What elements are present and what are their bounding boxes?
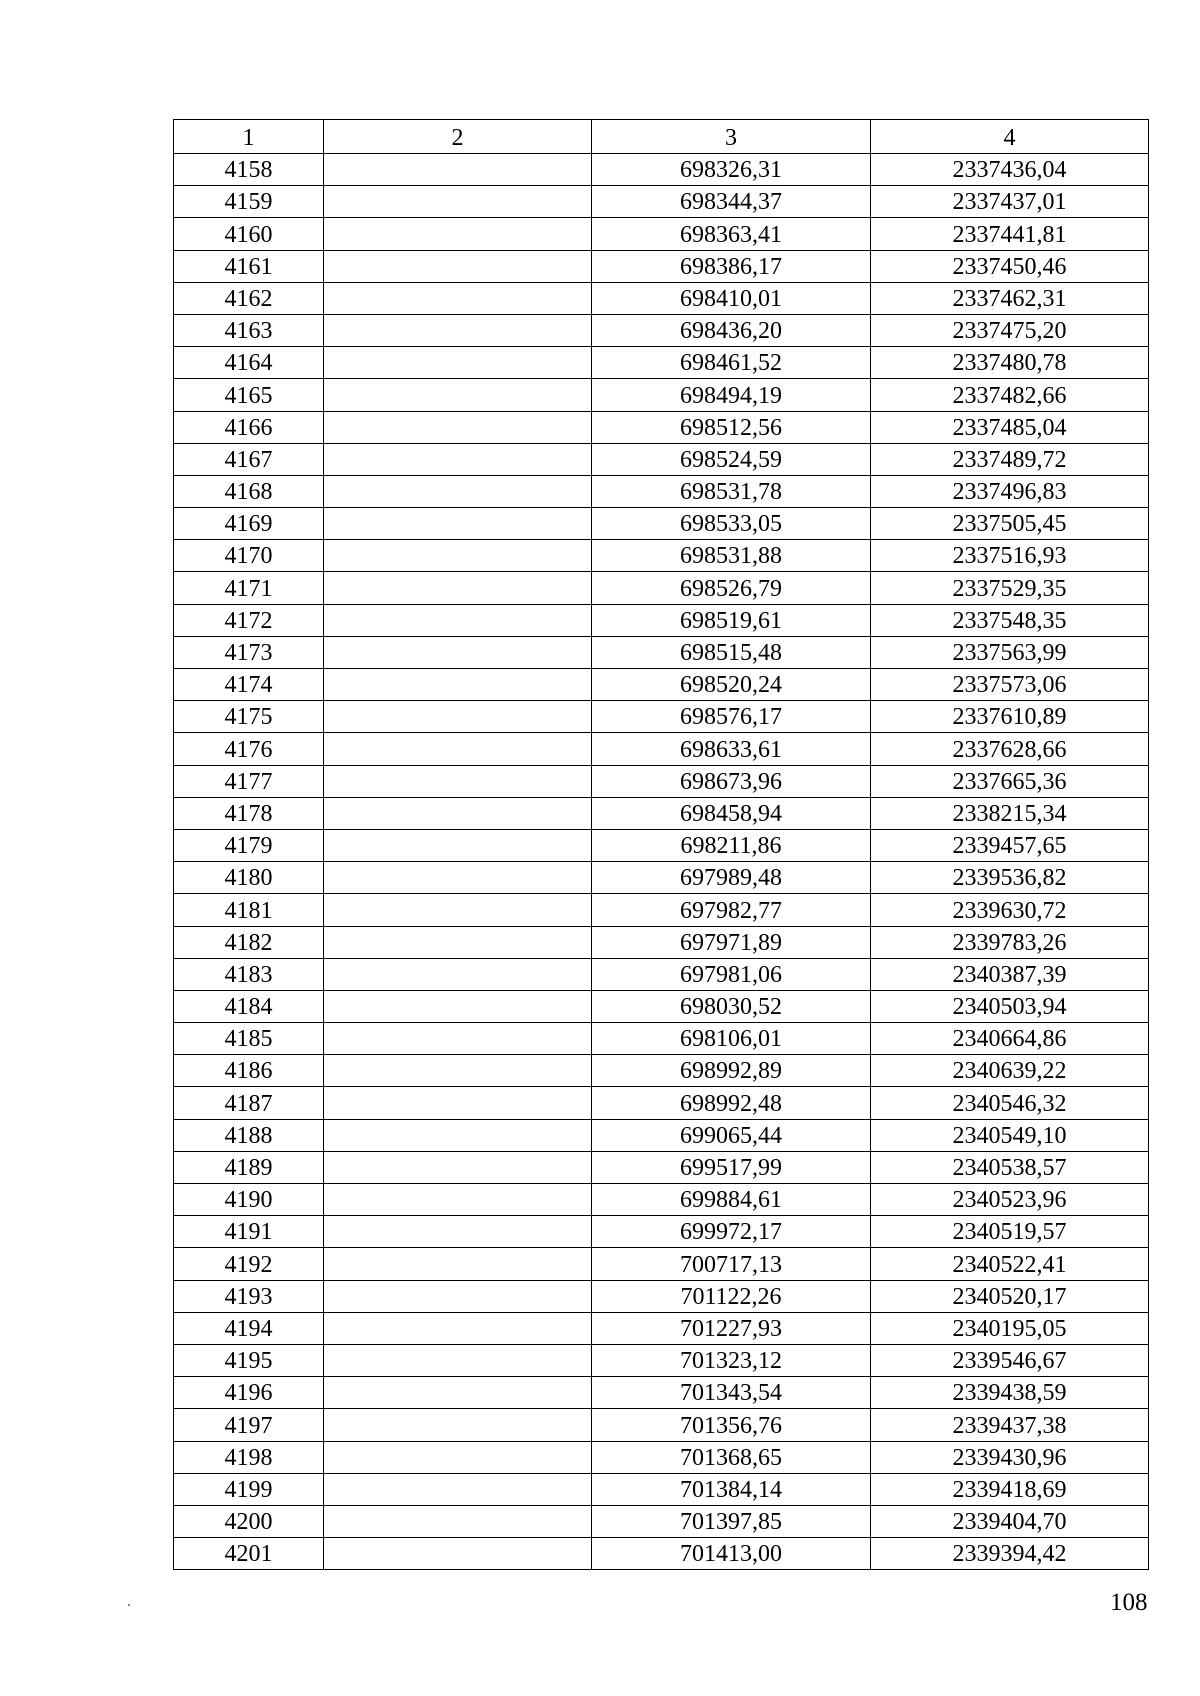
empty-cell [324, 1377, 592, 1409]
table-row [174, 926, 1149, 958]
point-number-cell: 4161 [174, 250, 324, 282]
x-coordinate-cell: 697971,89 [592, 926, 871, 958]
empty-cell [324, 829, 592, 861]
table-row [174, 1248, 1149, 1280]
table-row [174, 1377, 1149, 1409]
point-number-cell: 4179 [174, 829, 324, 861]
y-coordinate-cell: 2340639,22 [871, 1055, 1149, 1087]
empty-cell [324, 765, 592, 797]
empty-cell [324, 1055, 592, 1087]
x-coordinate-cell: 698992,89 [592, 1055, 871, 1087]
x-coordinate-cell: 701122,26 [592, 1280, 871, 1312]
y-coordinate-cell: 2340387,39 [871, 958, 1149, 990]
y-coordinate-cell: 2337462,31 [871, 282, 1149, 314]
table-row [174, 314, 1149, 346]
point-number-cell: 4194 [174, 1312, 324, 1344]
table-row [174, 443, 1149, 475]
table-row [174, 282, 1149, 314]
point-number-cell: 4174 [174, 669, 324, 701]
point-number-cell: 4176 [174, 733, 324, 765]
y-coordinate-cell: 2337437,01 [871, 186, 1149, 218]
column-header: 4 [871, 120, 1149, 154]
table-row [174, 186, 1149, 218]
y-coordinate-cell: 2337475,20 [871, 314, 1149, 346]
x-coordinate-cell: 701356,76 [592, 1409, 871, 1441]
empty-cell [324, 894, 592, 926]
empty-cell [324, 1538, 592, 1570]
empty-cell [324, 1473, 592, 1505]
x-coordinate-cell: 699972,17 [592, 1216, 871, 1248]
y-coordinate-cell: 2338215,34 [871, 797, 1149, 829]
x-coordinate-cell: 698386,17 [592, 250, 871, 282]
y-coordinate-cell: 2340523,96 [871, 1184, 1149, 1216]
y-coordinate-cell: 2337450,46 [871, 250, 1149, 282]
x-coordinate-cell: 698515,48 [592, 636, 871, 668]
point-number-cell: 4164 [174, 347, 324, 379]
empty-cell [324, 1409, 592, 1441]
table-row [174, 218, 1149, 250]
x-coordinate-cell: 698533,05 [592, 508, 871, 540]
point-number-cell: 4168 [174, 475, 324, 507]
y-coordinate-cell: 2337485,04 [871, 411, 1149, 443]
column-header: 3 [592, 120, 871, 154]
empty-cell [324, 443, 592, 475]
point-number-cell: 4196 [174, 1377, 324, 1409]
point-number-cell: 4162 [174, 282, 324, 314]
table-row [174, 1119, 1149, 1151]
x-coordinate-cell: 701227,93 [592, 1312, 871, 1344]
point-number-cell: 4185 [174, 1023, 324, 1055]
point-number-cell: 4180 [174, 862, 324, 894]
point-number-cell: 4165 [174, 379, 324, 411]
x-coordinate-cell: 698494,19 [592, 379, 871, 411]
y-coordinate-cell: 2340546,32 [871, 1087, 1149, 1119]
y-coordinate-cell: 2340520,17 [871, 1280, 1149, 1312]
y-coordinate-cell: 2339536,82 [871, 862, 1149, 894]
empty-cell [324, 347, 592, 379]
table-row [174, 347, 1149, 379]
x-coordinate-cell: 698519,61 [592, 604, 871, 636]
y-coordinate-cell: 2337505,45 [871, 508, 1149, 540]
table-row [174, 1184, 1149, 1216]
y-coordinate-cell: 2339437,38 [871, 1409, 1149, 1441]
table-row [174, 475, 1149, 507]
x-coordinate-cell: 701343,54 [592, 1377, 871, 1409]
empty-cell [324, 1441, 592, 1473]
x-coordinate-cell: 698633,61 [592, 733, 871, 765]
x-coordinate-cell: 698526,79 [592, 572, 871, 604]
point-number-cell: 4200 [174, 1505, 324, 1537]
y-coordinate-cell: 2340519,57 [871, 1216, 1149, 1248]
x-coordinate-cell: 698410,01 [592, 282, 871, 314]
empty-cell [324, 475, 592, 507]
point-number-cell: 4160 [174, 218, 324, 250]
x-coordinate-cell: 700717,13 [592, 1248, 871, 1280]
empty-cell [324, 508, 592, 540]
table-row [174, 250, 1149, 282]
y-coordinate-cell: 2340664,86 [871, 1023, 1149, 1055]
x-coordinate-cell: 701384,14 [592, 1473, 871, 1505]
empty-cell [324, 379, 592, 411]
table-row [174, 958, 1149, 990]
point-number-cell: 4193 [174, 1280, 324, 1312]
empty-cell [324, 186, 592, 218]
point-number-cell: 4169 [174, 508, 324, 540]
point-number-cell: 4178 [174, 797, 324, 829]
table-header-row [174, 120, 1149, 154]
x-coordinate-cell: 698344,37 [592, 186, 871, 218]
point-number-cell: 4166 [174, 411, 324, 443]
y-coordinate-cell: 2339418,69 [871, 1473, 1149, 1505]
coordinates-table [173, 119, 1149, 1570]
point-number-cell: 4159 [174, 186, 324, 218]
empty-cell [324, 1023, 592, 1055]
table-row [174, 379, 1149, 411]
table-row [174, 1151, 1149, 1183]
empty-cell [324, 1312, 592, 1344]
y-coordinate-cell: 2339394,42 [871, 1538, 1149, 1570]
y-coordinate-cell: 2337548,35 [871, 604, 1149, 636]
empty-cell [324, 604, 592, 636]
coordinates-table-container [173, 119, 1148, 1570]
y-coordinate-cell: 2337516,93 [871, 540, 1149, 572]
point-number-cell: 4191 [174, 1216, 324, 1248]
empty-cell [324, 990, 592, 1022]
empty-cell [324, 1280, 592, 1312]
y-coordinate-cell: 2337529,35 [871, 572, 1149, 604]
y-coordinate-cell: 2337489,72 [871, 443, 1149, 475]
y-coordinate-cell: 2337436,04 [871, 154, 1149, 186]
point-number-cell: 4177 [174, 765, 324, 797]
empty-cell [324, 1505, 592, 1537]
point-number-cell: 4192 [174, 1248, 324, 1280]
table-row [174, 508, 1149, 540]
empty-cell [324, 797, 592, 829]
point-number-cell: 4187 [174, 1087, 324, 1119]
empty-cell [324, 282, 592, 314]
table-row [174, 1023, 1149, 1055]
y-coordinate-cell: 2339457,65 [871, 829, 1149, 861]
empty-cell [324, 154, 592, 186]
empty-cell [324, 411, 592, 443]
y-coordinate-cell: 2337480,78 [871, 347, 1149, 379]
table-row [174, 1473, 1149, 1505]
column-header: 2 [324, 120, 592, 154]
table-row [174, 540, 1149, 572]
point-number-cell: 4184 [174, 990, 324, 1022]
y-coordinate-cell: 2337441,81 [871, 218, 1149, 250]
empty-cell [324, 926, 592, 958]
table-row [174, 990, 1149, 1022]
page-number: 108 [1110, 1589, 1148, 1616]
table-row [174, 669, 1149, 701]
point-number-cell: 4199 [174, 1473, 324, 1505]
x-coordinate-cell: 698211,86 [592, 829, 871, 861]
y-coordinate-cell: 2340503,94 [871, 990, 1149, 1022]
table-row [174, 1216, 1149, 1248]
table-row [174, 797, 1149, 829]
table-row [174, 1409, 1149, 1441]
y-coordinate-cell: 2337482,66 [871, 379, 1149, 411]
point-number-cell: 4158 [174, 154, 324, 186]
empty-cell [324, 1216, 592, 1248]
y-coordinate-cell: 2340195,05 [871, 1312, 1149, 1344]
table-row [174, 1087, 1149, 1119]
column-header: 1 [174, 120, 324, 154]
empty-cell [324, 1344, 592, 1376]
y-coordinate-cell: 2340522,41 [871, 1248, 1149, 1280]
y-coordinate-cell: 2340538,57 [871, 1151, 1149, 1183]
x-coordinate-cell: 698992,48 [592, 1087, 871, 1119]
empty-cell [324, 862, 592, 894]
empty-cell [324, 1087, 592, 1119]
point-number-cell: 4172 [174, 604, 324, 636]
x-coordinate-cell: 701368,65 [592, 1441, 871, 1473]
point-number-cell: 4190 [174, 1184, 324, 1216]
x-coordinate-cell: 698106,01 [592, 1023, 871, 1055]
point-number-cell: 4195 [174, 1344, 324, 1376]
empty-cell [324, 1119, 592, 1151]
table-row [174, 1441, 1149, 1473]
x-coordinate-cell: 701413,00 [592, 1538, 871, 1570]
table-row [174, 572, 1149, 604]
table-row [174, 411, 1149, 443]
empty-cell [324, 958, 592, 990]
y-coordinate-cell: 2337665,36 [871, 765, 1149, 797]
empty-cell [324, 669, 592, 701]
table-body [174, 120, 1149, 1570]
y-coordinate-cell: 2340549,10 [871, 1119, 1149, 1151]
table-row [174, 636, 1149, 668]
x-coordinate-cell: 698030,52 [592, 990, 871, 1022]
x-coordinate-cell: 697989,48 [592, 862, 871, 894]
empty-cell [324, 636, 592, 668]
point-number-cell: 4175 [174, 701, 324, 733]
table-row [174, 1055, 1149, 1087]
x-coordinate-cell: 698531,88 [592, 540, 871, 572]
table-row [174, 894, 1149, 926]
x-coordinate-cell: 698524,59 [592, 443, 871, 475]
empty-cell [324, 572, 592, 604]
x-coordinate-cell: 701397,85 [592, 1505, 871, 1537]
x-coordinate-cell: 698363,41 [592, 218, 871, 250]
empty-cell [324, 540, 592, 572]
table-row [174, 1344, 1149, 1376]
point-number-cell: 4188 [174, 1119, 324, 1151]
y-coordinate-cell: 2337573,06 [871, 669, 1149, 701]
x-coordinate-cell: 697981,06 [592, 958, 871, 990]
x-coordinate-cell: 701323,12 [592, 1344, 871, 1376]
point-number-cell: 4201 [174, 1538, 324, 1570]
scan-speck [128, 1604, 130, 1606]
table-row [174, 1538, 1149, 1570]
empty-cell [324, 314, 592, 346]
y-coordinate-cell: 2339430,96 [871, 1441, 1149, 1473]
y-coordinate-cell: 2339783,26 [871, 926, 1149, 958]
table-row [174, 1280, 1149, 1312]
empty-cell [324, 1184, 592, 1216]
point-number-cell: 4182 [174, 926, 324, 958]
point-number-cell: 4198 [174, 1441, 324, 1473]
empty-cell [324, 250, 592, 282]
point-number-cell: 4171 [174, 572, 324, 604]
x-coordinate-cell: 698512,56 [592, 411, 871, 443]
x-coordinate-cell: 698458,94 [592, 797, 871, 829]
point-number-cell: 4173 [174, 636, 324, 668]
table-row [174, 1505, 1149, 1537]
table-row [174, 701, 1149, 733]
x-coordinate-cell: 698520,24 [592, 669, 871, 701]
x-coordinate-cell: 699884,61 [592, 1184, 871, 1216]
y-coordinate-cell: 2337496,83 [871, 475, 1149, 507]
table-row [174, 862, 1149, 894]
y-coordinate-cell: 2337563,99 [871, 636, 1149, 668]
empty-cell [324, 701, 592, 733]
point-number-cell: 4189 [174, 1151, 324, 1183]
table-row [174, 1312, 1149, 1344]
point-number-cell: 4186 [174, 1055, 324, 1087]
y-coordinate-cell: 2337610,89 [871, 701, 1149, 733]
table-row [174, 829, 1149, 861]
table-row [174, 765, 1149, 797]
empty-cell [324, 733, 592, 765]
empty-cell [324, 218, 592, 250]
y-coordinate-cell: 2339546,67 [871, 1344, 1149, 1376]
table-row [174, 733, 1149, 765]
x-coordinate-cell: 697982,77 [592, 894, 871, 926]
y-coordinate-cell: 2337628,66 [871, 733, 1149, 765]
x-coordinate-cell: 698461,52 [592, 347, 871, 379]
point-number-cell: 4170 [174, 540, 324, 572]
point-number-cell: 4183 [174, 958, 324, 990]
empty-cell [324, 1151, 592, 1183]
x-coordinate-cell: 699065,44 [592, 1119, 871, 1151]
x-coordinate-cell: 699517,99 [592, 1151, 871, 1183]
y-coordinate-cell: 2339404,70 [871, 1505, 1149, 1537]
point-number-cell: 4197 [174, 1409, 324, 1441]
table-row [174, 154, 1149, 186]
x-coordinate-cell: 698673,96 [592, 765, 871, 797]
x-coordinate-cell: 698326,31 [592, 154, 871, 186]
point-number-cell: 4181 [174, 894, 324, 926]
x-coordinate-cell: 698576,17 [592, 701, 871, 733]
x-coordinate-cell: 698436,20 [592, 314, 871, 346]
y-coordinate-cell: 2339630,72 [871, 894, 1149, 926]
y-coordinate-cell: 2339438,59 [871, 1377, 1149, 1409]
point-number-cell: 4163 [174, 314, 324, 346]
point-number-cell: 4167 [174, 443, 324, 475]
x-coordinate-cell: 698531,78 [592, 475, 871, 507]
empty-cell [324, 1248, 592, 1280]
table-row [174, 604, 1149, 636]
